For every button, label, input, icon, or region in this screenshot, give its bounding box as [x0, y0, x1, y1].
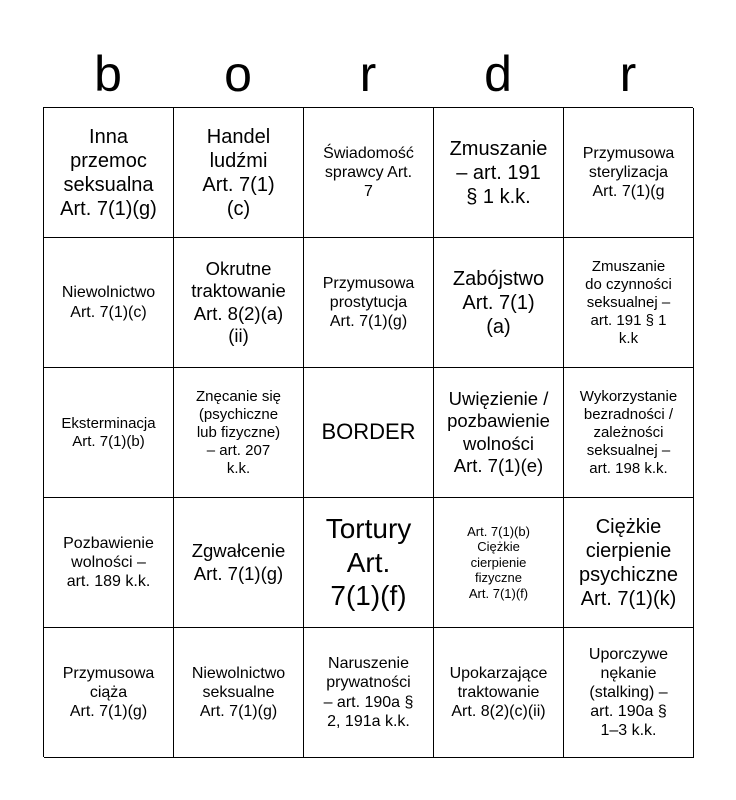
bingo-cell[interactable]: Uwięzienie / pozbawienie wolności Art. 7(1)(e) — [434, 368, 564, 498]
bingo-header — [43, 42, 693, 106]
bingo-cell[interactable]: Zgwałcenie Art. 7(1)(g) — [174, 498, 304, 628]
bingo-grid — [43, 107, 693, 757]
bingo-cell[interactable]: Znęcanie się (psychiczne lub fizyczne) – art. 207 k.k. — [174, 368, 304, 498]
bingo-cell[interactable]: Świadomość sprawcy Art. 7 — [304, 108, 434, 238]
bingo-cell[interactable]: Okrutne traktowanie Art. 8(2)(a) (ii) — [174, 238, 304, 368]
bingo-cell[interactable]: Art. 7(1)(b) Ciężkie cierpienie fizyczne Art. 7(1)(f) — [434, 498, 564, 628]
bingo-cell[interactable]: Przymusowa ciąża Art. 7(1)(g) — [44, 628, 174, 758]
bingo-cell[interactable]: Przymusowa sterylizacja Art. 7(1)(g — [564, 108, 694, 238]
bingo-cell[interactable]: Handel ludźmi Art. 7(1) (c) — [174, 108, 304, 238]
bingo-cell[interactable]: Niewolnictwo Art. 7(1)(c) — [44, 238, 174, 368]
bingo-cell-free[interactable]: BORDER — [304, 368, 434, 498]
header-letter: d — [484, 46, 512, 102]
header-letter: r — [619, 46, 637, 102]
bingo-cell[interactable]: Inna przemoc seksualna Art. 7(1)(g) — [44, 108, 174, 238]
bingo-cell[interactable]: Ciężkie cierpienie psychiczne Art. 7(1)(k) — [564, 498, 694, 628]
header-letter: b — [94, 46, 122, 102]
header-letter: r — [359, 46, 377, 102]
bingo-cell[interactable]: Naruszenie prywatności – art. 190a § 2, 191a k.k. — [304, 628, 434, 758]
bingo-cell[interactable]: Uporczywe nękanie (stalking) – art. 190a § 1–3 k.k. — [564, 628, 694, 758]
bingo-cell[interactable]: Zmuszanie – art. 191 § 1 k.k. — [434, 108, 564, 238]
bingo-cell[interactable]: Niewolnictwo seksualne Art. 7(1)(g) — [174, 628, 304, 758]
header-letter: o — [224, 46, 252, 102]
bingo-cell[interactable]: Zmuszanie do czynności seksualnej – art. 191 § 1 k.k — [564, 238, 694, 368]
bingo-cell[interactable]: Eksterminacja Art. 7(1)(b) — [44, 368, 174, 498]
bingo-cell[interactable]: Przymusowa prostytucja Art. 7(1)(g) — [304, 238, 434, 368]
bingo-cell[interactable]: Pozbawienie wolności – art. 189 k.k. — [44, 498, 174, 628]
bingo-cell[interactable]: Zabójstwo Art. 7(1) (a) — [434, 238, 564, 368]
bingo-cell[interactable]: Wykorzystanie bezradności / zależności seksualnej – art. 198 k.k. — [564, 368, 694, 498]
bingo-cell[interactable]: Tortury Art. 7(1)(f) — [304, 498, 434, 628]
bingo-cell[interactable]: Upokarzające traktowanie Art. 8(2)(c)(ii) — [434, 628, 564, 758]
